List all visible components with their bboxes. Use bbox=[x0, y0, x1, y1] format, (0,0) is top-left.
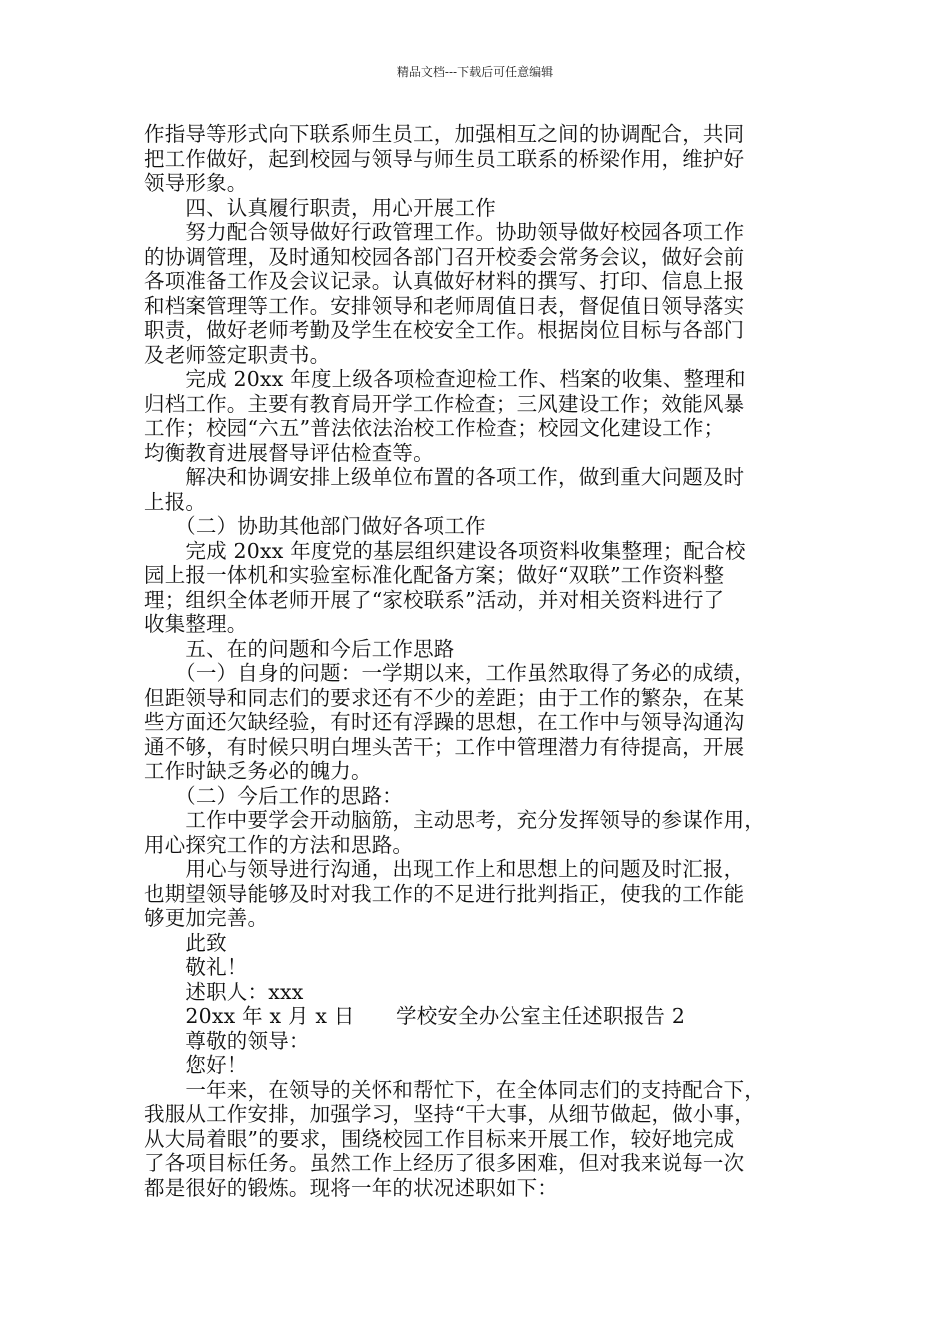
text-line: 些方面还欠缺经验，有时还有浮躁的思想，在工作中与领导沟通沟 bbox=[144, 710, 745, 734]
text-line: 解决和协调安排上级单位布置的各项工作，做到重大问题及时 bbox=[144, 465, 745, 489]
text-line: 作指导等形式向下联系师生员工，加强相互之间的协调配合，共同 bbox=[144, 122, 745, 146]
text-line: 及老师签定职责书。 bbox=[144, 342, 331, 367]
text-line: 也期望领导能够及时对我工作的不足进行批判指正，使我的工作能 bbox=[144, 881, 745, 906]
text-line: 从大局着眼”的要求，围绕校园工作目标来开展工作，较好地完成 bbox=[144, 1126, 735, 1151]
text-line: 工作时缺乏务必的魄力。 bbox=[144, 759, 372, 783]
text-line: 通不够，有时候只明白埋头苦干；工作中管理潜力有待提高，开展 bbox=[144, 734, 745, 759]
text-line: 园上报一体机和实验室标准化配备方案；做好“双联”工作资料整 bbox=[144, 563, 725, 587]
text-line: 均衡教育进展督导评估检查等。 bbox=[144, 440, 434, 465]
text-line: 上报。 bbox=[144, 489, 207, 514]
text-line: 领导形象。 bbox=[144, 171, 248, 195]
text-line: （一）自身的问题：一学期以来，工作虽然取得了务必的成绩， bbox=[144, 661, 755, 685]
text-line: 收集整理。 bbox=[144, 612, 248, 636]
text-line: 一年来，在领导的关怀和帮忙下，在全体同志们的支持配合下， bbox=[144, 1077, 765, 1102]
text-line: （二）协助其他部门做好各项工作 bbox=[144, 514, 486, 538]
text-line: 工作；校园“六五”普法依法治校工作检查；校园文化建设工作； bbox=[144, 416, 725, 440]
text-line: 够更加完善。 bbox=[144, 906, 269, 930]
text-line: 各项准备工作及会议记录。认真做好材料的撰写、打印、信息上报 bbox=[144, 269, 745, 293]
text-line: （二）今后工作的思路： bbox=[144, 783, 403, 808]
text-line: 把工作做好，起到校园与领导与师生员工联系的桥梁作用，维护好 bbox=[144, 146, 745, 171]
text-line: 的协调管理，及时通知校园各部门召开校委会常务会议，做好会前 bbox=[144, 244, 745, 269]
text-line: 用心探究工作的方法和思路。 bbox=[144, 832, 414, 857]
text-line: 完成 20xx 年度党的基层组织建设各项资料收集整理；配合校 bbox=[144, 538, 746, 563]
text-line: 职责，做好老师考勤及学生在校安全工作。根据岗位目标与各部门 bbox=[144, 318, 745, 342]
text-line: 您好！ bbox=[144, 1053, 248, 1077]
text-line: 努力配合领导做好行政管理工作。协助领导做好校园各项工作 bbox=[144, 220, 745, 244]
text-line: 和档案管理等工作。安排领导和老师周值日表，督促值日领导落实 bbox=[144, 293, 745, 318]
text-line: 理；组织全体老师开展了“家校联系”活动，并对相关资料进行了 bbox=[144, 587, 725, 612]
text-line: 都是很好的锻炼。现将一年的状况述职如下： bbox=[144, 1175, 558, 1200]
text-line: 五、在的问题和今后工作思路 bbox=[144, 636, 455, 661]
text-line: 四、认真履行职责，用心开展工作 bbox=[144, 195, 496, 220]
page-header: 精品文档---下载后可任意编辑 bbox=[396, 65, 554, 79]
document-body bbox=[144, 122, 824, 1200]
text-line: 我服从工作安排，加强学习，坚持“干大事，从细节做起，做小事， bbox=[144, 1102, 755, 1126]
text-line: 尊敬的领导： bbox=[144, 1028, 310, 1053]
text-line: 但距领导和同志们的要求还有不少的差距；由于工作的繁杂，在某 bbox=[144, 685, 745, 710]
text-line: 述职人：xxx bbox=[144, 979, 304, 1004]
text-line: 20xx 年 x 月 x 日 学校安全办公室主任述职报告 2 bbox=[144, 1004, 686, 1028]
text-line: 敬礼！ bbox=[144, 955, 248, 979]
text-line: 完成 20xx 年度上级各项检查迎检工作、档案的收集、整理和 bbox=[144, 367, 746, 391]
text-line: 归档工作。主要有教育局开学工作检查；三风建设工作；效能风暴 bbox=[144, 391, 745, 416]
text-line: 用心与领导进行沟通，出现工作上和思想上的问题及时汇报， bbox=[144, 857, 745, 881]
text-line: 工作中要学会开动脑筋，主动思考，充分发挥领导的参谋作用， bbox=[144, 808, 765, 832]
text-line: 了各项目标任务。虽然工作上经历了很多困难，但对我来说每一次 bbox=[144, 1151, 745, 1175]
text-line: 此致 bbox=[144, 930, 227, 955]
